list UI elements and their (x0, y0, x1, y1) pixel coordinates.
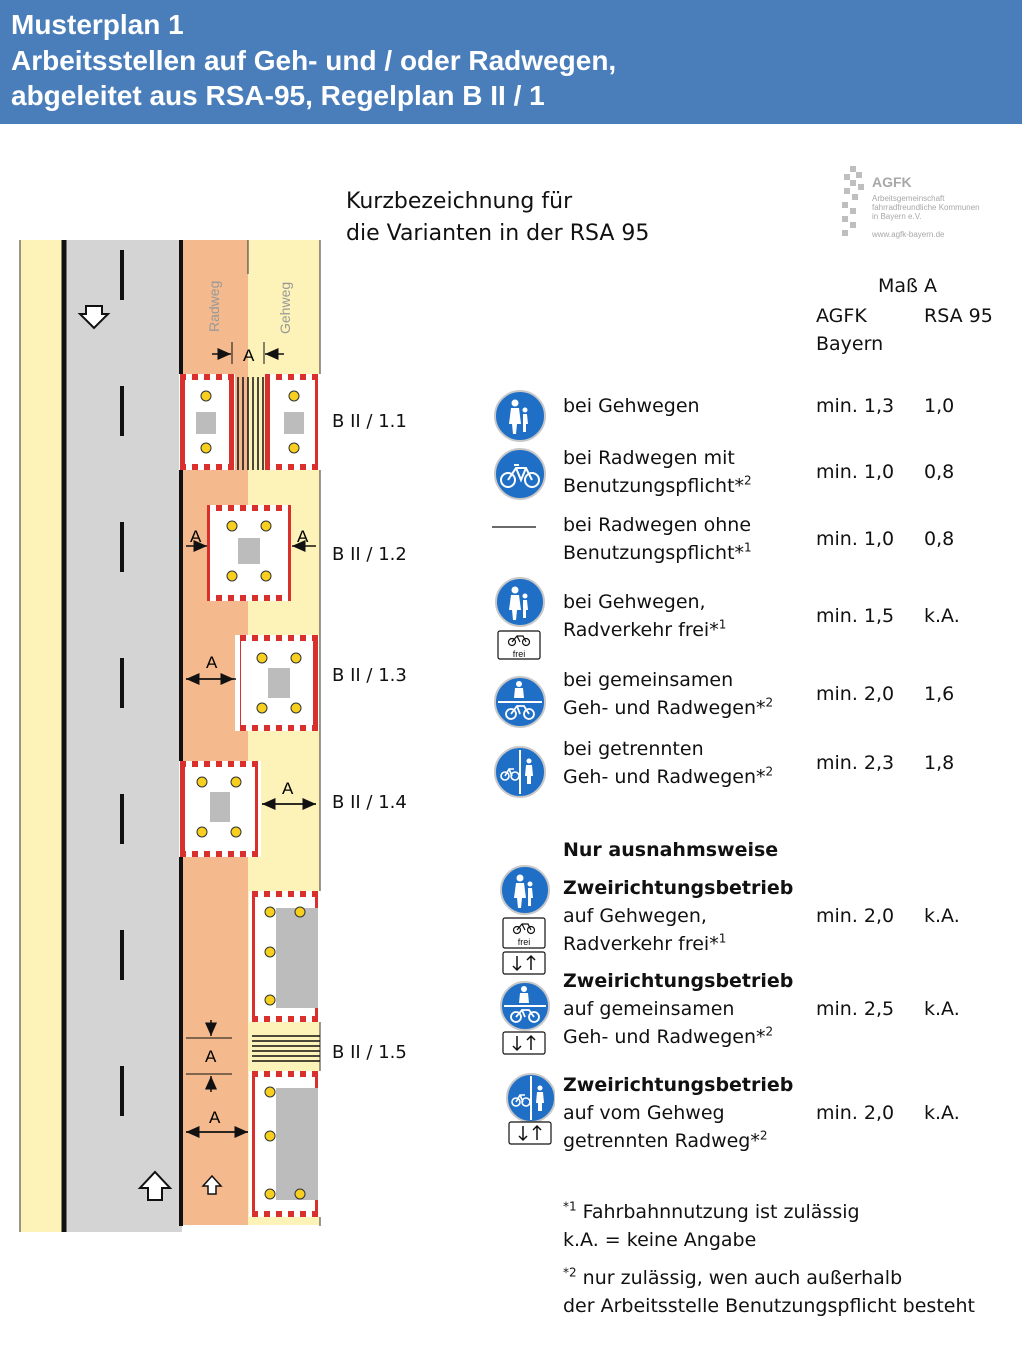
footnote-ka: k.A. = keine Angabe (563, 1229, 757, 1251)
row-text-2 (563, 616, 726, 644)
gehweg-label: Gehweg (277, 281, 293, 334)
dim-a-label: A (205, 1047, 217, 1066)
title-line-2: Arbeitsstellen auf Geh- und / oder Radwegen, (11, 45, 617, 76)
ex-line-1: Zweirichtungsbetrieb (563, 877, 794, 899)
ex-line-3-main: Geh- und Radwegen* (563, 1026, 766, 1048)
col-mass-a: Maß A (878, 275, 938, 297)
pedestrian-bike-free-sign-icon (496, 578, 544, 659)
legend-heading-2: die Varianten in der RSA 95 (346, 221, 650, 246)
footnote-2 (563, 1264, 902, 1292)
row-text-2 (563, 539, 752, 567)
variant-label-1-3: B II / 1.3 (332, 665, 407, 686)
row-text-2 (563, 472, 752, 500)
row-text-1: bei Gehwegen (563, 395, 700, 417)
col-agfk-2: Bayern (816, 333, 884, 355)
dim-a-label: A (206, 653, 218, 672)
row-agfk: min. 1,0 (816, 461, 895, 483)
exception-signs (495, 862, 555, 1152)
row-text-1: bei Radwegen ohne (563, 514, 752, 536)
logo-sub-1: Arbeitsgemeinschaft (872, 194, 945, 203)
separated-path-two-way-sign-icon (507, 1074, 555, 1144)
row-text-2-main: Benutzungspflicht* (563, 542, 745, 564)
pedestrian-two-way-sign-icon (501, 866, 549, 974)
ex-agfk: min. 2,5 (816, 998, 895, 1020)
row-text-1: bei Gehwegen, (563, 591, 706, 613)
row-rsa: 1,0 (924, 395, 955, 417)
ex-rsa: k.A. (924, 905, 960, 927)
footnote-1-sup: *1 (563, 1199, 577, 1214)
row-text-2-main: Geh- und Radwegen* (563, 766, 766, 788)
row-rsa: 1,8 (924, 752, 955, 774)
exceptions-title: Nur ausnahmsweise (563, 839, 779, 861)
row-agfk: min. 2,0 (816, 683, 895, 705)
row-sup: 2 (765, 764, 774, 779)
variant-label-1-1: B II / 1.1 (332, 411, 407, 432)
variant-label-1-5: B II / 1.5 (332, 1042, 407, 1063)
row-rsa: 0,8 (924, 528, 955, 550)
dim-a-label: A (282, 779, 294, 798)
row-rsa: 1,6 (924, 683, 955, 705)
ex-line-3 (563, 930, 726, 958)
ex-line-2: auf gemeinsamen (563, 998, 735, 1020)
frei-label: frei (512, 649, 526, 659)
row-agfk: min. 1,3 (816, 395, 895, 417)
variant-label-1-2: B II / 1.2 (332, 544, 407, 565)
footnote-2-cont: der Arbeitsstelle Benutzungspflicht besteht (563, 1295, 975, 1317)
logo-subtitle (872, 194, 980, 221)
agfk-logo (836, 164, 986, 244)
ex-line-3 (563, 1023, 773, 1051)
footnote-1 (563, 1198, 860, 1226)
footnote-2-sup: *2 (563, 1265, 577, 1280)
footnote-1-text: Fahrbahnnutzung ist zulässig (576, 1201, 860, 1223)
row-sup: 1 (744, 540, 752, 555)
row-text-1: bei gemeinsamen (563, 669, 734, 691)
bicycle-sign-icon (495, 449, 545, 499)
ex-line-3-main: Radverkehr frei* (563, 933, 719, 955)
title-banner (0, 0, 1022, 124)
row-rsa: 0,8 (924, 461, 955, 483)
row-text-2 (563, 694, 773, 722)
pedestrian-sign-icon (495, 391, 545, 441)
radweg-label: Radweg (206, 280, 222, 332)
ex-line-2: auf vom Gehweg (563, 1102, 725, 1124)
street-plan-drawing (0, 236, 330, 1236)
ex-rsa: k.A. (924, 1102, 960, 1124)
dim-a-label: A (209, 1108, 221, 1127)
ex-line-3-main: getrennten Radweg* (563, 1130, 760, 1152)
dim-a-label: A (297, 527, 309, 546)
ex-sup: 2 (765, 1024, 774, 1039)
footnote-2-text: nur zulässig, wen auch außerhalb (576, 1267, 903, 1289)
logo-sub-2: fahrradfreundliche Kommunen (872, 203, 980, 212)
ex-agfk: min. 2,0 (816, 1102, 895, 1124)
frei-label: frei (517, 937, 531, 947)
row-rsa: k.A. (924, 605, 960, 627)
row-agfk: min. 1,0 (816, 528, 895, 550)
row-text-2-main: Radverkehr frei* (563, 619, 719, 641)
row-text-2-main: Benutzungspflicht* (563, 475, 745, 497)
row-text-1: bei getrennten (563, 738, 704, 760)
col-rsa: RSA 95 (924, 305, 993, 327)
ex-line-1: Zweirichtungsbetrieb (563, 1074, 794, 1096)
ex-line-1: Zweirichtungsbetrieb (563, 970, 794, 992)
logo-sub-3: in Bayern e.V. (872, 212, 922, 221)
dim-a-label: A (190, 527, 202, 546)
row-sup: 2 (765, 695, 774, 710)
left-sidewalk (20, 240, 64, 1232)
logo-name: AGFK (872, 174, 912, 190)
ex-agfk: min. 2,0 (816, 905, 895, 927)
row-text-2-main: Geh- und Radwegen* (563, 697, 766, 719)
title-line-3: abgeleitet aus RSA-95, Regelplan B II / 1 (11, 80, 545, 111)
row-agfk: min. 2,3 (816, 752, 895, 774)
dim-a-label: A (243, 346, 255, 365)
separated-path-sign-icon (495, 747, 545, 797)
ex-rsa: k.A. (924, 998, 960, 1020)
title-line-1: Musterplan 1 (11, 9, 184, 40)
shared-path-two-way-sign-icon (501, 982, 549, 1054)
checkered-flag-icon (836, 164, 870, 240)
shared-path-sign-icon (495, 677, 545, 727)
ex-sup: 2 (759, 1128, 768, 1143)
ex-line-3 (563, 1127, 768, 1155)
col-agfk-1: AGFK (816, 305, 867, 327)
legend-heading-1: Kurzbezeichnung für (346, 189, 573, 214)
ex-sup: 1 (718, 931, 727, 946)
row-agfk: min. 1,5 (816, 605, 895, 627)
variant-label-1-4: B II / 1.4 (332, 792, 407, 813)
row-sup: 2 (744, 473, 752, 488)
traffic-signs (490, 388, 550, 808)
logo-url: www.agfk-bayern.de (872, 230, 945, 239)
ex-line-2: auf Gehwegen, (563, 905, 707, 927)
row-text-1: bei Radwegen mit (563, 447, 735, 469)
row-sup: 1 (718, 617, 727, 632)
row-text-2 (563, 763, 773, 791)
